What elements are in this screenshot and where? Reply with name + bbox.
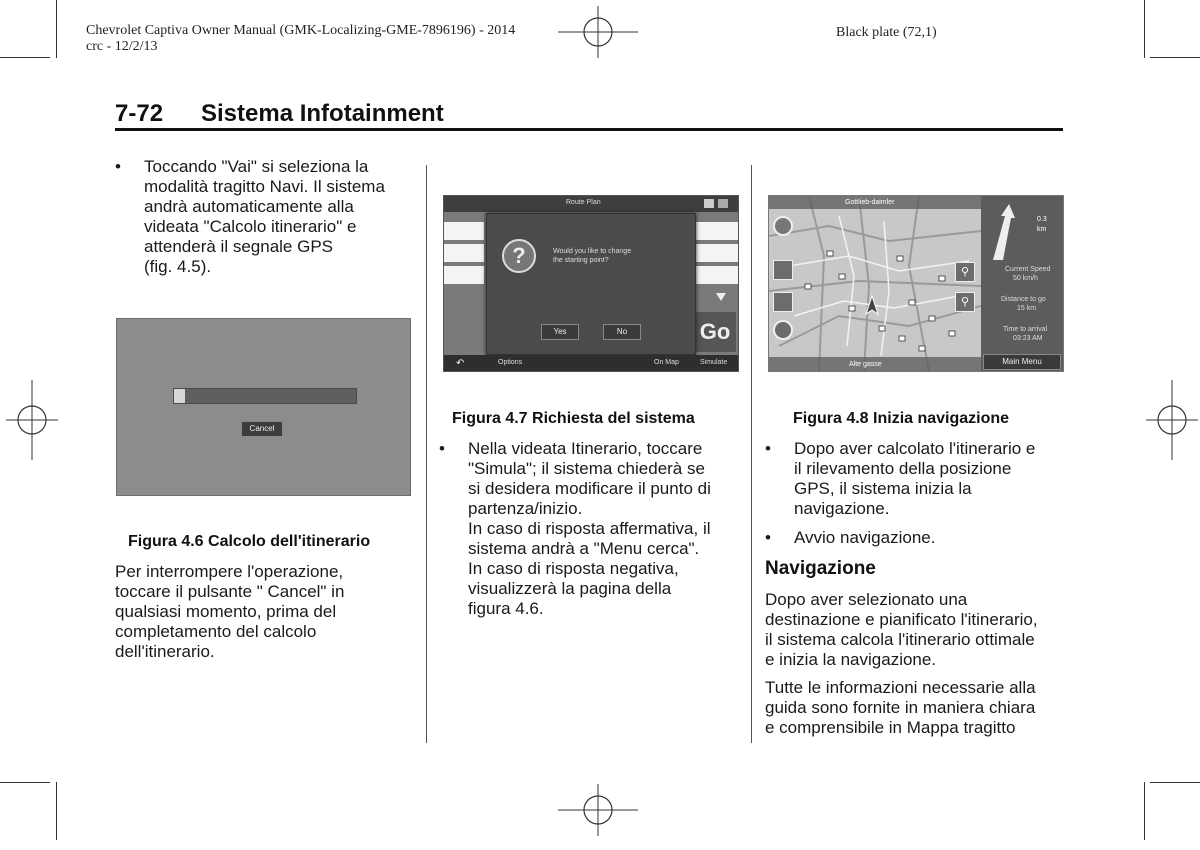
print-header-date: crc - 12/2/13 xyxy=(86,39,158,54)
text-line: guida sono fornite in maniera chiara xyxy=(765,698,1036,717)
print-header-title: Chevrolet Captiva Owner Manual (GMK-Localizing-GME-7896196) - 2014 xyxy=(86,23,516,38)
text-line: Dopo aver selezionato una xyxy=(765,590,968,609)
heading-rule xyxy=(115,128,1063,131)
text-line: Dopo aver calcolato l'itinerario e xyxy=(794,439,1036,458)
text-line: attenderà il segnale GPS xyxy=(144,237,334,256)
figure-caption: Figura 4.7 Richiesta del sistema xyxy=(452,410,695,427)
registration-mark-bottom xyxy=(558,770,638,850)
text-line: videata "Calcolo itinerario" e xyxy=(144,217,357,236)
bullet-dot: • xyxy=(765,439,771,458)
chapter-heading xyxy=(115,100,1065,128)
text-line: andrà automaticamente alla xyxy=(144,197,354,216)
remaining-value: 15 km xyxy=(1017,305,1037,312)
registration-mark-left xyxy=(0,380,72,460)
crop-mark xyxy=(0,782,50,783)
bullet-text xyxy=(468,439,711,619)
column-divider xyxy=(426,165,427,743)
main-menu-button[interactable]: Main Menu xyxy=(983,354,1061,370)
crop-mark xyxy=(0,57,50,58)
remaining-label: Distance to go xyxy=(1001,296,1046,303)
text-line: destinazione e pianificato l'itinerario, xyxy=(765,610,1038,629)
text-line: il sistema calcola l'itinerario ottimale xyxy=(765,630,1035,649)
text-line: In caso di risposta affermativa, il xyxy=(468,519,711,538)
progress-track xyxy=(173,388,357,404)
text-line: GPS, il sistema inizia la xyxy=(794,479,972,498)
bullet-text xyxy=(794,439,1035,519)
bottom-bar xyxy=(444,355,738,371)
registration-mark-top xyxy=(558,0,638,72)
figure-4-7-screen xyxy=(443,195,739,372)
back-icon[interactable]: ↶ xyxy=(456,358,465,369)
distance-unit: km xyxy=(1037,226,1047,233)
info-paragraph xyxy=(765,678,1075,738)
text-line: navigazione. xyxy=(794,499,890,518)
figure-caption: Figura 4.8 Inizia navigazione xyxy=(793,410,1010,427)
figure-caption: Figura 4.6 Calcolo dell'itinerario xyxy=(128,533,371,550)
list-row[interactable] xyxy=(444,266,484,284)
text-line: visualizzerà la pagina della xyxy=(468,579,672,598)
figure-4-8-screen xyxy=(768,195,1064,372)
print-plate-label: Black plate (72,1) xyxy=(836,25,937,40)
tools-icon xyxy=(718,199,728,208)
crop-mark xyxy=(1144,782,1145,840)
section-heading: Navigazione xyxy=(765,558,876,579)
no-button[interactable]: No xyxy=(603,324,641,340)
map-layer-icon[interactable] xyxy=(773,260,793,280)
compass-icon[interactable] xyxy=(773,216,793,236)
svg-text:?: ? xyxy=(512,243,526,268)
grid-icon xyxy=(704,199,714,208)
text-line: In caso di risposta negativa, xyxy=(468,559,679,578)
text-line: qualsiasi momento, prima del xyxy=(115,602,337,621)
bullet-text xyxy=(144,157,385,277)
chapter-title: Sistema Infotainment xyxy=(201,100,444,127)
text-line: il rilevamento della posizione xyxy=(794,459,1012,478)
dialog-question-line: Would you like to change xyxy=(553,248,632,255)
text-line: (fig. 4.5). xyxy=(144,257,212,276)
crop-mark xyxy=(1150,782,1200,783)
text-line: completamento del calcolo xyxy=(115,622,317,641)
text-line: e comprensibile in Mappa tragitto xyxy=(765,718,1016,737)
text-line: toccare il pulsante " Cancel" in xyxy=(115,582,345,601)
dialog-question-line: the starting point? xyxy=(553,257,609,264)
column-divider xyxy=(751,165,752,743)
speed-label: Current Speed xyxy=(1005,266,1051,273)
location-icon[interactable] xyxy=(773,320,793,340)
confirm-dialog xyxy=(486,213,696,355)
text-line: dell'itinerario. xyxy=(115,642,215,661)
speed-value: 50 km/h xyxy=(1013,275,1038,282)
text-line: Avvio navigazione. xyxy=(794,528,936,547)
figure-4-6-screen xyxy=(116,318,411,496)
bullet-dot: • xyxy=(115,157,121,176)
bullet-dot: • xyxy=(765,528,771,547)
screen-title: Route Plan xyxy=(566,199,601,206)
go-button[interactable]: Go xyxy=(694,312,736,352)
crop-mark xyxy=(1144,0,1145,58)
cancel-paragraph xyxy=(115,562,415,662)
on-map-button[interactable]: On Map xyxy=(654,359,679,366)
text-line: Toccando "Vai" si seleziona la xyxy=(144,157,369,176)
list-row[interactable] xyxy=(694,222,738,240)
bottom-street-name: Alte gasse xyxy=(849,361,882,368)
crop-mark xyxy=(1150,57,1200,58)
list-row[interactable] xyxy=(694,244,738,262)
zoom-in-icon[interactable]: ⚲ xyxy=(955,262,975,282)
map-view xyxy=(769,196,981,371)
list-row[interactable] xyxy=(444,222,484,240)
bullet-dot: • xyxy=(439,439,445,458)
text-line: sistema andrà a "Menu cerca". xyxy=(468,539,700,558)
down-arrow-icon[interactable] xyxy=(716,293,726,301)
text-line: "Simula"; il sistema chiederà se xyxy=(468,459,705,478)
text-line: modalità tragitto Navi. Il sistema xyxy=(144,177,385,196)
registration-mark-right xyxy=(1132,380,1200,460)
simulate-button[interactable]: Simulate xyxy=(700,359,728,366)
text-line: figura 4.6. xyxy=(468,599,544,618)
top-street-name: Gottlieb-daimler xyxy=(845,199,895,206)
cancel-button[interactable]: Cancel xyxy=(241,421,283,437)
arrival-label: Time to arrival xyxy=(1003,326,1048,333)
navigation-paragraph xyxy=(765,590,1075,670)
question-icon xyxy=(501,238,537,274)
crop-mark xyxy=(56,0,57,58)
crop-mark xyxy=(56,782,57,840)
text-line: Tutte le informazioni necessarie alla xyxy=(765,678,1036,697)
page-number: 7-72 xyxy=(115,100,164,127)
text-line: e inizia la navigazione. xyxy=(765,650,937,669)
text-line: Per interrompere l'operazione, xyxy=(115,562,344,581)
volume-icon[interactable] xyxy=(773,292,793,312)
zoom-out-icon[interactable]: ⚲ xyxy=(955,292,975,312)
turn-arrow-icon xyxy=(985,202,1025,262)
yes-button[interactable]: Yes xyxy=(541,324,579,340)
text-line: partenza/inizio. xyxy=(468,499,583,518)
list-row[interactable] xyxy=(444,244,484,262)
text-line: si desidera modificare il punto di xyxy=(468,479,711,498)
bullet-text xyxy=(794,528,935,548)
text-line: Nella videata Itinerario, toccare xyxy=(468,439,703,458)
options-button[interactable]: Options xyxy=(498,359,523,366)
list-row[interactable] xyxy=(694,266,738,284)
progress-fill xyxy=(174,389,185,403)
distance-value: 0.3 xyxy=(1037,216,1047,223)
arrival-value: 03:23 AM xyxy=(1013,335,1043,342)
